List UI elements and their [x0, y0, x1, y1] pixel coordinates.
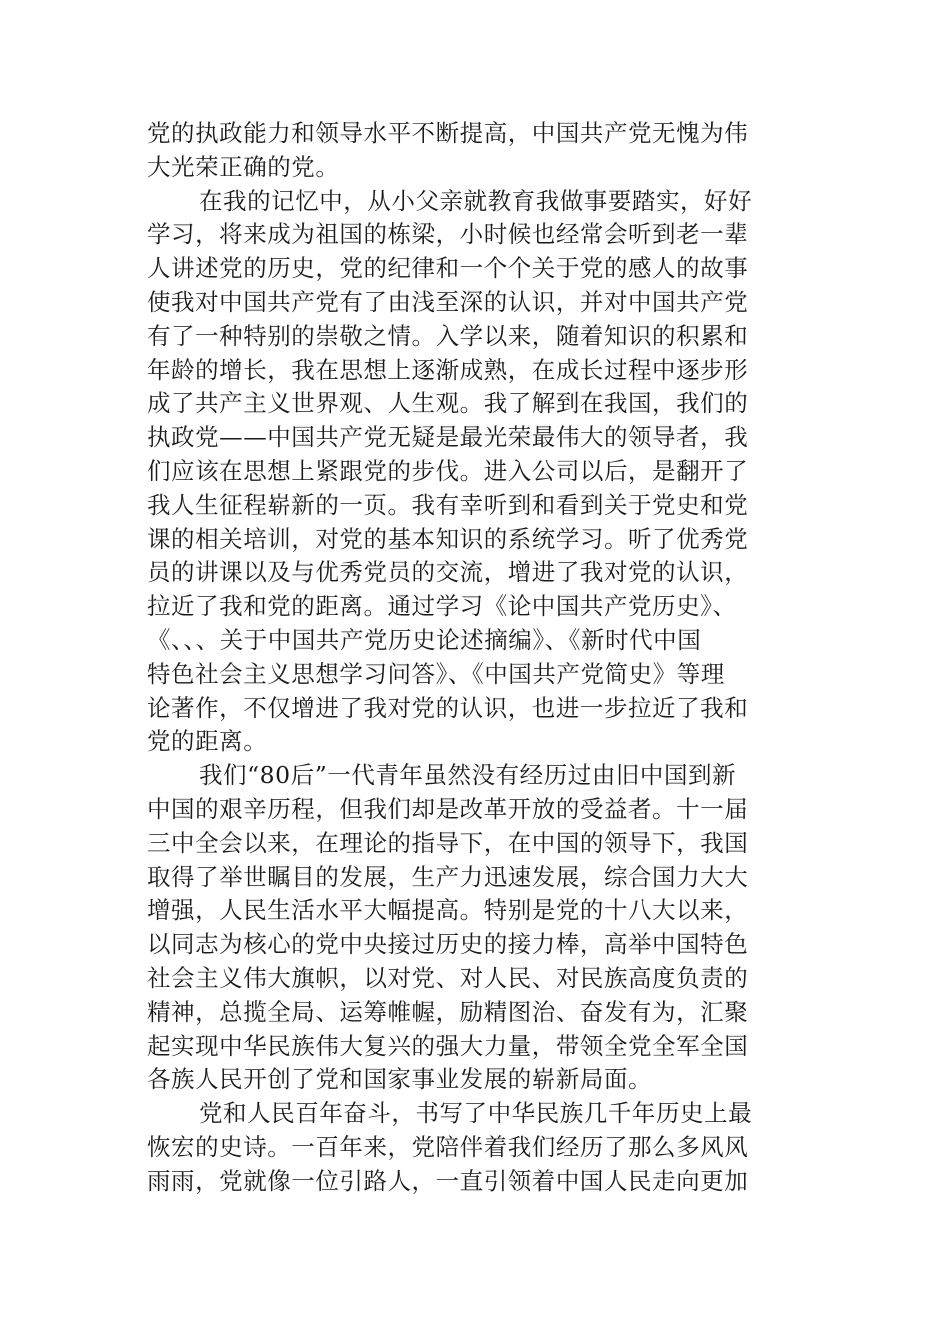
text-line: 拉近了我和党的距离。通过学习《论中国共产党历史》、: [147, 592, 737, 621]
text-line: 取得了举世瞩目的发展，生产力迅速发展，综合国力大大: [147, 862, 749, 891]
text-line: 以同志为核心的党中央接过历史的接力棒，高举中国特色: [147, 930, 749, 959]
text-line: 党的执政能力和领导水平不断提高，中国共产党无愧为伟: [147, 119, 749, 147]
text-line: 使我对中国共产党有了由浅至深的认识，并对中国共产党: [147, 287, 749, 316]
text-line: 我人生征程崭新的一页。我有幸听到和看到关于党史和党: [147, 490, 749, 519]
paragraph-first-line: 我们“80后”一代青年虽然没有经历过由旧中国到新: [199, 761, 737, 790]
text-line: 大光荣正确的党。: [147, 152, 340, 181]
text-line: 增强，人民生活水平大幅提高。特别是党的十八大以来，: [147, 896, 749, 925]
text-line: 三中全会以来，在理论的指导下，在中国的领导下，我国: [147, 828, 749, 857]
text-line: 恢宏的史诗。一百年来，党陪伴着我们经历了那么多风风: [147, 1132, 749, 1161]
text-line: 特色社会主义思想学习问答》、《中国共产党简史》等理: [147, 659, 725, 688]
text-line: 社会主义伟大旗帜，以对党、对人民、对民族高度负责的: [147, 963, 749, 992]
text-line: 中国的艰辛历程，但我们却是改革开放的受益者。十一届: [147, 794, 749, 823]
text-line: 成了共产主义世界观、人生观。我了解到在我国，我们的: [147, 389, 749, 418]
text-line: 论著作，不仅增进了我对党的认识，也进一步拉近了我和: [147, 693, 749, 722]
text-line: 精神，总揽全局、运筹帷幄，励精图治、奋发有为，汇聚: [147, 997, 749, 1026]
text-line: 党的距离。: [147, 727, 268, 756]
text-line: 们应该在思想上紧跟党的步伐。进入公司以后，是翻开了: [147, 456, 749, 485]
paragraph-first-line: 在我的记忆中，从小父亲就教育我做事要踏实，好好: [199, 186, 753, 215]
text-line: 年龄的增长，我在思想上逐渐成熟，在成长过程中逐步形: [147, 355, 749, 384]
text-line: 各族人民开创了党和国家事业发展的崭新局面。: [147, 1065, 653, 1094]
text-line: 有了一种特别的崇敬之情。入学以来，随着知识的积累和: [147, 321, 749, 350]
text-line: 执政党——中国共产党无疑是最光荣最伟大的领导者，我: [147, 423, 749, 452]
text-line: 起实现中华民族伟大复兴的强大力量，带领全党全军全国: [147, 1031, 749, 1060]
text-line: 学习，将来成为祖国的栋梁，小时候也经常会听到老一辈: [147, 220, 749, 249]
text-line: 课的相关培训，对党的基本知识的系统学习。听了优秀党: [147, 524, 749, 553]
text-line: 员的讲课以及与优秀党员的交流，增进了我对党的认识，: [147, 558, 749, 587]
text-line: 雨雨，党就像一位引路人，一直引领着中国人民走向更加: [147, 1166, 749, 1195]
text-line: 《、、、关于中国共产党历史论述摘编》、《新时代中国: [147, 625, 702, 654]
paragraph-first-line: 党和人民百年奋斗，书写了中华民族几千年历史上最: [199, 1099, 753, 1128]
text-line: 人讲述党的历史，党的纪律和一个个关于党的感人的故事: [147, 254, 749, 283]
body-text: [147, 117, 807, 1199]
